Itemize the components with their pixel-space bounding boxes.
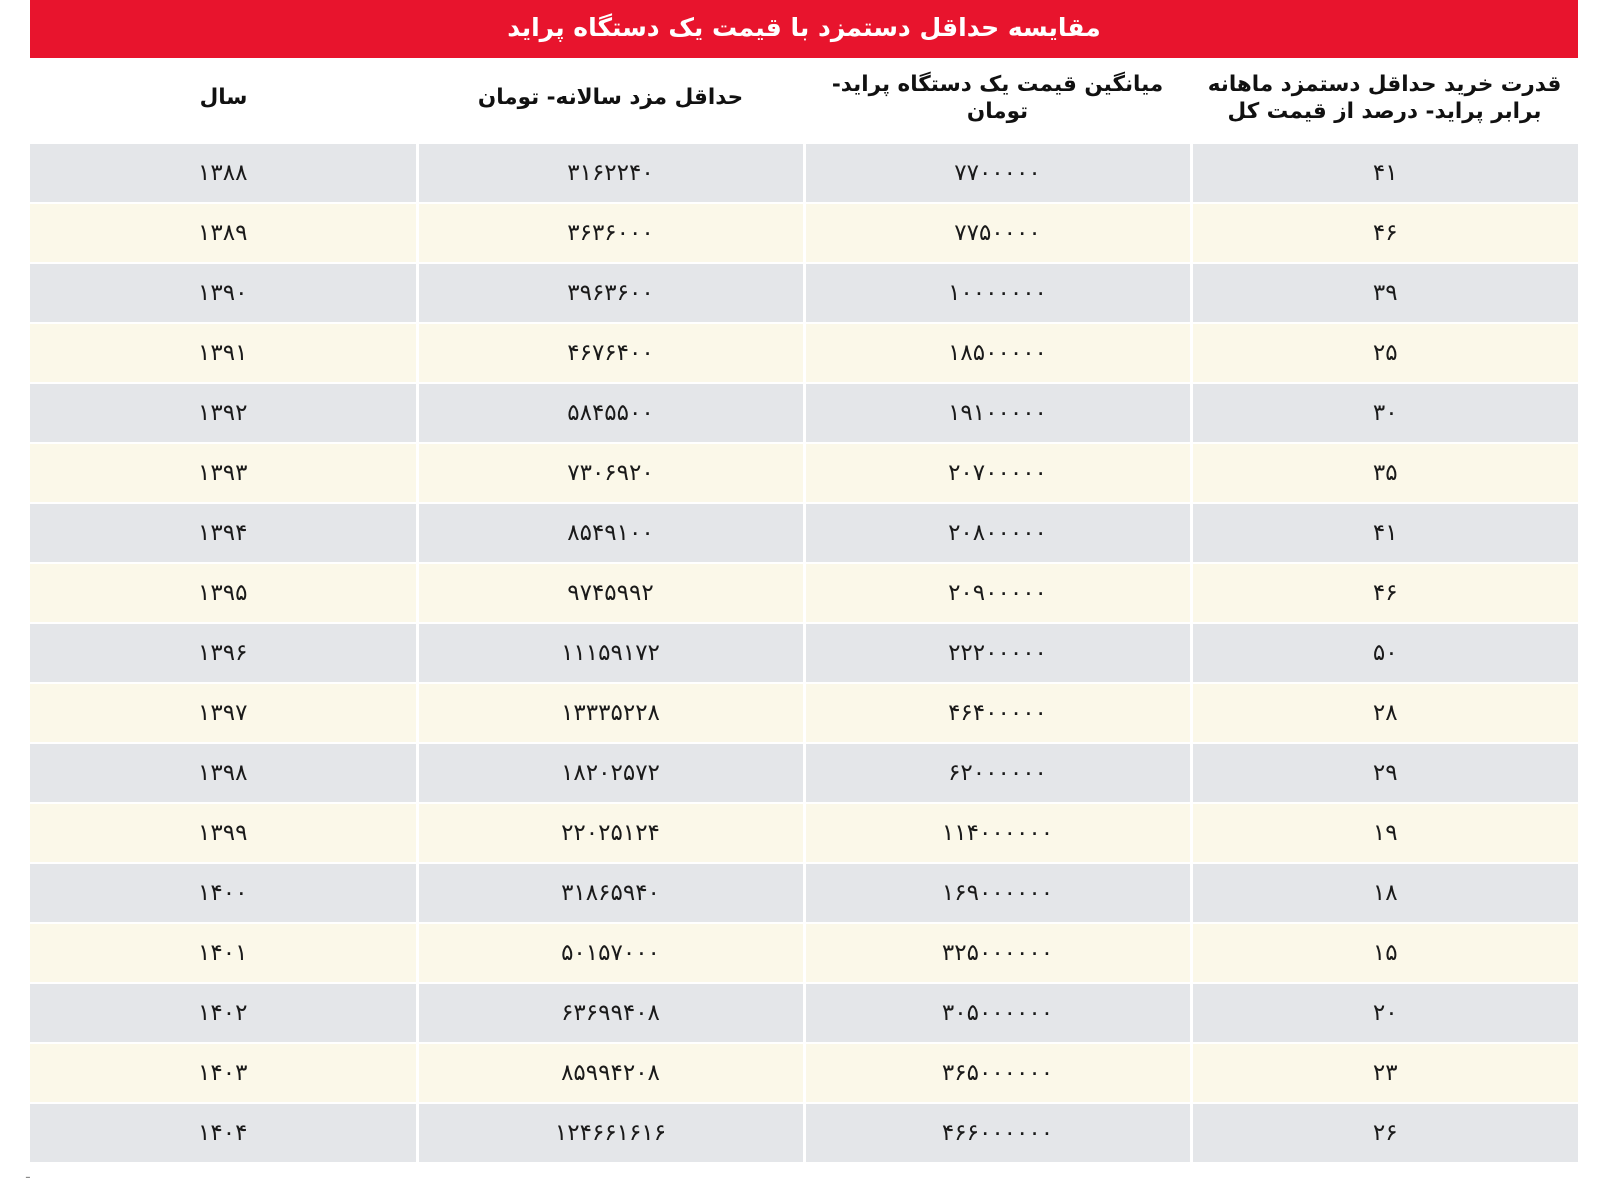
cell-purchasing-power: ۲۶ <box>1191 1103 1578 1163</box>
table-row <box>30 1043 1578 1103</box>
cell-annual-wage: ۳۶۳۶۰۰۰ <box>417 203 804 263</box>
table-header <box>30 0 1578 58</box>
cell-annual-wage: ۱۸۲۰۲۵۷۲ <box>417 743 804 803</box>
cell-annual-wage: ۵۸۴۵۵۰۰ <box>417 383 804 443</box>
cell-purchasing-power: ۲۳ <box>1191 1043 1578 1103</box>
cell-pride-price: ۲۰۹۰۰۰۰۰ <box>804 563 1191 623</box>
cell-purchasing-power: ۱۵ <box>1191 923 1578 983</box>
cell-annual-wage: ۲۲۰۲۵۱۲۴ <box>417 803 804 863</box>
cell-annual-wage: ۸۵۴۹۱۰۰ <box>417 503 804 563</box>
table-row <box>30 683 1578 743</box>
cell-purchasing-power: ۴۶ <box>1191 203 1578 263</box>
table-row <box>30 443 1578 503</box>
table-container <box>30 0 1578 1164</box>
table-row <box>30 383 1578 443</box>
cell-year: ۱۳۸۸ <box>30 144 417 203</box>
cell-year: ۱۳۹۴ <box>30 503 417 563</box>
cell-purchasing-power: ۲۵ <box>1191 323 1578 383</box>
cell-year: ۱۳۹۰ <box>30 263 417 323</box>
cell-purchasing-power: ۳۵ <box>1191 443 1578 503</box>
table-row <box>30 803 1578 863</box>
cell-annual-wage: ۱۱۱۵۹۱۷۲ <box>417 623 804 683</box>
column-header-annual-wage: حداقل مزد سالانه- تومان <box>417 58 804 144</box>
cell-pride-price: ۳۶۵۰۰۰۰۰۰ <box>804 1043 1191 1103</box>
cell-annual-wage: ۸۵۹۹۴۲۰۸ <box>417 1043 804 1103</box>
cell-year: ۱۳۹۹ <box>30 803 417 863</box>
table-row <box>30 503 1578 563</box>
cell-pride-price: ۳۰۵۰۰۰۰۰۰ <box>804 983 1191 1043</box>
cell-purchasing-power: ۱۸ <box>1191 863 1578 923</box>
cell-year: ۱۴۰۴ <box>30 1103 417 1163</box>
cell-year: ۱۳۸۹ <box>30 203 417 263</box>
table-row <box>30 144 1578 203</box>
cell-annual-wage: ۱۳۳۳۵۲۲۸ <box>417 683 804 743</box>
cell-pride-price: ۱۸۵۰۰۰۰۰ <box>804 323 1191 383</box>
table-row <box>30 623 1578 683</box>
column-header-purchasing-power: قدرت خرید حداقل دستمزد ماهانه برابر پراید- درصد از قیمت کل <box>1191 58 1578 144</box>
column-header-pride-price: میانگین قیمت یک دستگاه پراید- تومان <box>804 58 1191 144</box>
cell-pride-price: ۴۶۴۰۰۰۰۰ <box>804 683 1191 743</box>
table-row <box>30 323 1578 383</box>
cell-year: ۱۳۹۸ <box>30 743 417 803</box>
cell-annual-wage: ۱۲۴۶۶۱۶۱۶ <box>417 1103 804 1163</box>
cell-pride-price: ۱۶۹۰۰۰۰۰۰ <box>804 863 1191 923</box>
cell-purchasing-power: ۱۹ <box>1191 803 1578 863</box>
cell-pride-price: ۴۶۶۰۰۰۰۰۰ <box>804 1103 1191 1163</box>
table-row <box>30 983 1578 1043</box>
table-row <box>30 563 1578 623</box>
cell-annual-wage: ۵۰۱۵۷۰۰۰ <box>417 923 804 983</box>
wage-vs-pride-price-table <box>30 0 1578 1164</box>
cell-year: ۱۳۹۶ <box>30 623 417 683</box>
table-body <box>30 144 1578 1163</box>
cell-year: ۱۴۰۱ <box>30 923 417 983</box>
footer-mark: ـ <box>26 1167 30 1182</box>
cell-purchasing-power: ۴۱ <box>1191 503 1578 563</box>
cell-pride-price: ۷۷۵۰۰۰۰ <box>804 203 1191 263</box>
cell-year: ۱۴۰۲ <box>30 983 417 1043</box>
cell-annual-wage: ۴۶۷۶۴۰۰ <box>417 323 804 383</box>
cell-year: ۱۴۰۰ <box>30 863 417 923</box>
table-row <box>30 203 1578 263</box>
table-row <box>30 923 1578 983</box>
cell-year: ۱۳۹۵ <box>30 563 417 623</box>
cell-pride-price: ۲۰۷۰۰۰۰۰ <box>804 443 1191 503</box>
cell-purchasing-power: ۳۹ <box>1191 263 1578 323</box>
cell-annual-wage: ۳۱۸۶۵۹۴۰ <box>417 863 804 923</box>
cell-year: ۱۴۰۳ <box>30 1043 417 1103</box>
cell-annual-wage: ۳۹۶۳۶۰۰ <box>417 263 804 323</box>
cell-pride-price: ۱۰۰۰۰۰۰۰ <box>804 263 1191 323</box>
table-row <box>30 263 1578 323</box>
cell-annual-wage: ۹۷۴۵۹۹۲ <box>417 563 804 623</box>
table-title-row <box>30 0 1578 58</box>
cell-purchasing-power: ۲۹ <box>1191 743 1578 803</box>
cell-year: ۱۳۹۳ <box>30 443 417 503</box>
table-title: مقایسه حداقل دستمزد با قیمت یک دستگاه پراید <box>30 0 1578 58</box>
table-row <box>30 743 1578 803</box>
cell-pride-price: ۱۱۴۰۰۰۰۰۰ <box>804 803 1191 863</box>
cell-pride-price: ۲۰۸۰۰۰۰۰ <box>804 503 1191 563</box>
cell-annual-wage: ۳۱۶۲۲۴۰ <box>417 144 804 203</box>
cell-annual-wage: ۷۳۰۶۹۲۰ <box>417 443 804 503</box>
cell-year: ۱۳۹۱ <box>30 323 417 383</box>
cell-pride-price: ۱۹۱۰۰۰۰۰ <box>804 383 1191 443</box>
cell-purchasing-power: ۴۶ <box>1191 563 1578 623</box>
cell-pride-price: ۲۲۲۰۰۰۰۰ <box>804 623 1191 683</box>
cell-purchasing-power: ۲۰ <box>1191 983 1578 1043</box>
cell-annual-wage: ۶۳۶۹۹۴۰۸ <box>417 983 804 1043</box>
cell-year: ۱۳۹۷ <box>30 683 417 743</box>
cell-pride-price: ۳۲۵۰۰۰۰۰۰ <box>804 923 1191 983</box>
cell-purchasing-power: ۵۰ <box>1191 623 1578 683</box>
cell-purchasing-power: ۳۰ <box>1191 383 1578 443</box>
cell-purchasing-power: ۲۸ <box>1191 683 1578 743</box>
column-header-row <box>30 58 1578 144</box>
table-row <box>30 863 1578 923</box>
column-header-year: سال <box>30 58 417 144</box>
cell-pride-price: ۶۲۰۰۰۰۰۰ <box>804 743 1191 803</box>
cell-pride-price: ۷۷۰۰۰۰۰ <box>804 144 1191 203</box>
cell-purchasing-power: ۴۱ <box>1191 144 1578 203</box>
cell-year: ۱۳۹۲ <box>30 383 417 443</box>
table-row <box>30 1103 1578 1163</box>
